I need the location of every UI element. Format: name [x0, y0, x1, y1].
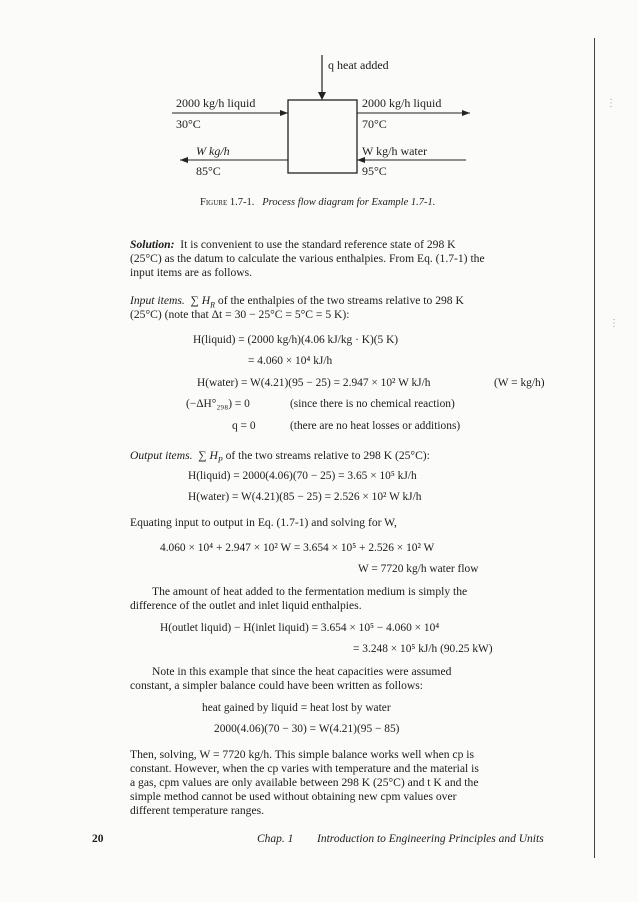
eq-h-water-units-note: (W = kg/h): [494, 377, 545, 389]
heat-added-line-1: The amount of heat added to the fermentation medium is simply the: [152, 585, 468, 598]
heat-added-label: q heat added: [328, 58, 389, 72]
input-items-line-2: (25°C) (note that Δt = 30 − 25°C = 5°C = 5 K):: [130, 308, 350, 321]
figure-caption-text: Process flow diagram for Example 1.7-1.: [262, 197, 436, 208]
page-number: 20: [92, 833, 104, 845]
final-line-5: different temperature ranges.: [130, 804, 265, 817]
eq-enthalpy-difference: H(outlet liquid) − H(inlet liquid) = 3.654 × 10⁵ − 4.060 × 10⁴: [160, 622, 440, 634]
equating-line: Equating input to output in Eq. (1.7-1) and solving for W,: [130, 516, 397, 529]
eq-h-water-out: H(water) = W(4.21)(85 − 25) = 2.526 × 10² W kJ/h: [188, 491, 422, 503]
eq-simple-balance-words: heat gained by liquid = heat lost by water: [202, 702, 391, 714]
solution-heading: Solution:: [130, 238, 175, 251]
final-line-3: a gas, cpm values are only available between 298 K (25°C) and t K and the: [130, 776, 479, 789]
water-out-arrow: [180, 157, 188, 163]
liquid-in-flow-label: 2000 kg/h liquid: [176, 96, 256, 110]
eq-w-result: W = 7720 kg/h water flow: [358, 563, 479, 575]
liquid-in-temp-label: 30°C: [176, 117, 201, 131]
heat-added-line-2: difference of the outlet and inlet liquid enthalpies.: [130, 599, 362, 612]
scan-speck: ⋮: [606, 98, 616, 109]
output-items-line-1: [130, 449, 430, 467]
liquid-in-arrow: [280, 110, 288, 116]
input-items-heading: Input items.: [130, 294, 185, 307]
solution-line-3: input items are as follows.: [130, 266, 253, 279]
note-line-1: Note in this example that since the heat capacities were assumed: [152, 665, 452, 678]
output-items-heading: Output items.: [130, 449, 193, 462]
eq-h-liquid-in-result: = 4.060 × 10⁴ kJ/h: [248, 355, 333, 367]
eq-h-liquid-out: H(liquid) = 2000(4.06)(70 − 25) = 3.65 × 10⁵ kJ/h: [188, 470, 417, 482]
input-items-text-1: of the enthalpies of the two streams relative to 298 K: [217, 294, 464, 307]
eq-reaction-heat: (−ΔH°₂₉₈) = 0: [186, 398, 250, 410]
eq-q-zero-note: (there are no heat losses or additions): [290, 420, 461, 432]
liquid-out-flow-label: 2000 kg/h liquid: [362, 96, 442, 110]
eq-reaction-heat-note: (since there is no chemical reaction): [290, 398, 455, 410]
page-edge-rule: [594, 38, 595, 858]
water-in-flow-label: W kg/h water: [362, 144, 428, 158]
liquid-out-temp-label: 70°C: [362, 117, 387, 131]
water-out-flow-label: W kg/h: [196, 144, 230, 158]
eq-q-zero: q = 0: [232, 420, 256, 432]
water-out-temp-label: 85°C: [196, 164, 221, 178]
figure-caption-label: Figure 1.7-1.: [200, 197, 255, 208]
water-in-temp-label: 95°C: [362, 164, 387, 178]
fermenter-box: [288, 100, 357, 173]
sum-hp-symbol: ∑ $H_P$: [198, 449, 223, 465]
output-items-text-1: of the two streams relative to 298 K (25°C):: [225, 449, 430, 462]
eq-balance: 4.060 × 10⁴ + 2.947 × 10² W = 3.654 × 10⁵ + 2.526 × 10² W: [160, 542, 435, 554]
solution-line-1: [130, 238, 456, 252]
heat-arrow-head: [318, 92, 326, 100]
final-line-1: Then, solving, W = 7720 kg/h. This simple balance works well when cp is: [130, 748, 475, 761]
liquid-out-arrow: [462, 110, 470, 116]
eq-simple-balance: 2000(4.06)(70 − 30) = W(4.21)(95 − 85): [214, 723, 400, 735]
sum-hr-symbol: ∑ $H_R$: [190, 294, 215, 310]
final-line-2: constant. However, when the cp varies with temperature and the material is: [130, 762, 479, 775]
scan-speck: ⋮: [609, 318, 619, 329]
solution-text-1: It is convenient to use the standard reference state of 298 K: [180, 238, 456, 251]
figure-caption: [200, 196, 435, 210]
process-flow-diagram: [0, 0, 638, 200]
eq-h-liquid-in: H(liquid) = (2000 kg/h)(4.06 kJ/kg · K)(5 K): [193, 334, 399, 346]
note-line-2: constant, a simpler balance could have been written as follows:: [130, 679, 423, 692]
eq-h-water-in: H(water) = W(4.21)(95 − 25) = 2.947 × 10² W kJ/h: [197, 377, 431, 389]
footer-title: Introduction to Engineering Principles and Units: [317, 833, 544, 845]
eq-enthalpy-difference-result: = 3.248 × 10⁵ kJ/h (90.25 kW): [353, 643, 493, 655]
solution-line-2: (25°C) as the datum to calculate the various enthalpies. From Eq. (1.7-1) the: [130, 252, 485, 265]
footer-chapter: Chap. 1: [257, 833, 294, 845]
final-line-4: simple method cannot be used without obtaining new cpm values over: [130, 790, 457, 803]
